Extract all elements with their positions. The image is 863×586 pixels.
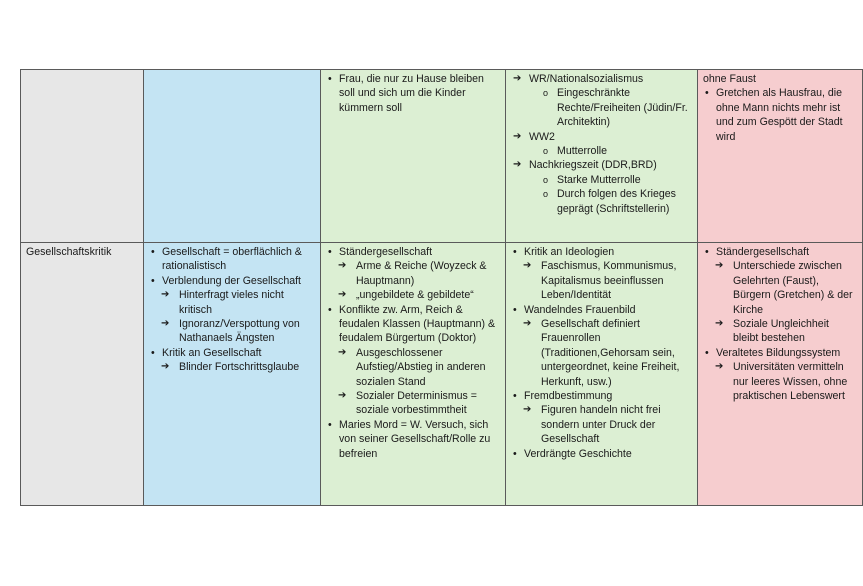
list-item: • Gesellschaft = oberflächlich & rationalistisch <box>149 245 315 274</box>
bullet-list <box>703 72 857 144</box>
list-item: ➔ Ignoranz/Verspottung von Nathanaels Ängsten <box>149 317 315 346</box>
list-item: ➔ WR/Nationalsozialismus <box>511 72 692 86</box>
list-item: • Kritik an Ideologien <box>511 245 692 259</box>
bullet-list <box>326 72 500 115</box>
cell-text-2 <box>321 70 506 243</box>
bullet-list <box>703 245 857 403</box>
list-item: o Durch folgen des Krieges geprägt (Schriftstellerin) <box>511 187 692 216</box>
list-item: • Maries Mord = W. Versuch, sich von seiner Gesellschaft/Rolle zu befreien <box>326 418 500 461</box>
list-item: o Eingeschränkte Rechte/Freiheiten (Jüdin/Fr. Architektin) <box>511 86 692 129</box>
list-item: ➔ Blinder Fortschrittsglaube <box>149 360 315 374</box>
list-item: • Kritik an Gesellschaft <box>149 346 315 360</box>
list-item: ➔ Unterschiede zwischen Gelehrten (Faust), Bürgern (Gretchen) & der Kirche <box>703 259 857 317</box>
bullet-list <box>149 245 315 375</box>
list-item: • Wandelndes Frauenbild <box>511 303 692 317</box>
list-item: ➔ Soziale Ungleichheit bleibt bestehen <box>703 317 857 346</box>
list-item: ➔ WW2 <box>511 130 692 144</box>
table-row <box>21 243 863 506</box>
list-item: • Frau, die nur zu Hause bleiben soll und sich um die Kinder kümmern soll <box>326 72 500 115</box>
bullet-list <box>511 72 692 216</box>
comparison-table <box>20 69 863 506</box>
list-item: ➔ Sozialer Determinismus = soziale vorbestimmtheit <box>326 389 500 418</box>
list-item: • Veraltetes Bildungssystem <box>703 346 857 360</box>
list-item: o Starke Mutterrolle <box>511 173 692 187</box>
table-row <box>21 70 863 243</box>
cell-text-3 <box>506 70 698 243</box>
bullet-list <box>511 245 692 461</box>
list-item: ➔ Gesellschaft definiert Frauenrollen (Traditionen,Gehorsam sein, untergeordnet, keine Freiheit, Herkunft, usw.) <box>511 317 692 389</box>
list-item: • Verblendung der Gesellschaft <box>149 274 315 288</box>
cell-text-3 <box>506 243 698 506</box>
list-item: ➔ Ausgeschlossener Aufstieg/Abstieg in anderen sozialen Stand <box>326 346 500 389</box>
list-item: ➔ Universitäten vermitteln nur leeres Wissen, ohne praktischen Lebenswert <box>703 360 857 403</box>
list-item: • Ständergesellschaft <box>703 245 857 259</box>
list-item: ➔ Figuren handeln nicht frei sondern unter Druck der Gesellschaft <box>511 403 692 446</box>
cell-text-4 <box>698 70 863 243</box>
list-item: • Konflikte zw. Arm, Reich & feudalen Klassen (Hauptmann) & feudalem Bürgertum (Doktor) <box>326 303 500 346</box>
list-item: o Mutterrolle <box>511 144 692 158</box>
list-item: ➔ Nachkriegszeit (DDR,BRD) <box>511 158 692 172</box>
list-item: ➔ Faschismus, Kommunismus, Kapitalismus beeinflussen Leben/Identität <box>511 259 692 302</box>
list-item: • Fremdbestimmung <box>511 389 692 403</box>
row-label: Gesellschaftskritik <box>26 246 112 258</box>
cell-text-2 <box>321 243 506 506</box>
row-label-cell <box>21 243 144 506</box>
list-item: ➔ Hinterfragt vieles nicht kritisch <box>149 288 315 317</box>
row-label-cell <box>21 70 144 243</box>
text-line: ohne Faust <box>703 73 757 85</box>
bullet-list <box>326 245 500 461</box>
cell-text-1 <box>144 243 321 506</box>
list-item: • Gretchen als Hausfrau, die ohne Mann nichts mehr ist und zum Gespött der Stadt wird <box>703 86 857 144</box>
cell-text-4 <box>698 243 863 506</box>
cell-text-1 <box>144 70 321 243</box>
list-item: • Ständergesellschaft <box>326 245 500 259</box>
list-item: ➔ „ungebildete & gebildete“ <box>326 288 500 302</box>
list-item: • Verdrängte Geschichte <box>511 447 692 461</box>
list-item: ➔ Arme & Reiche (Woyzeck & Hauptmann) <box>326 259 500 288</box>
